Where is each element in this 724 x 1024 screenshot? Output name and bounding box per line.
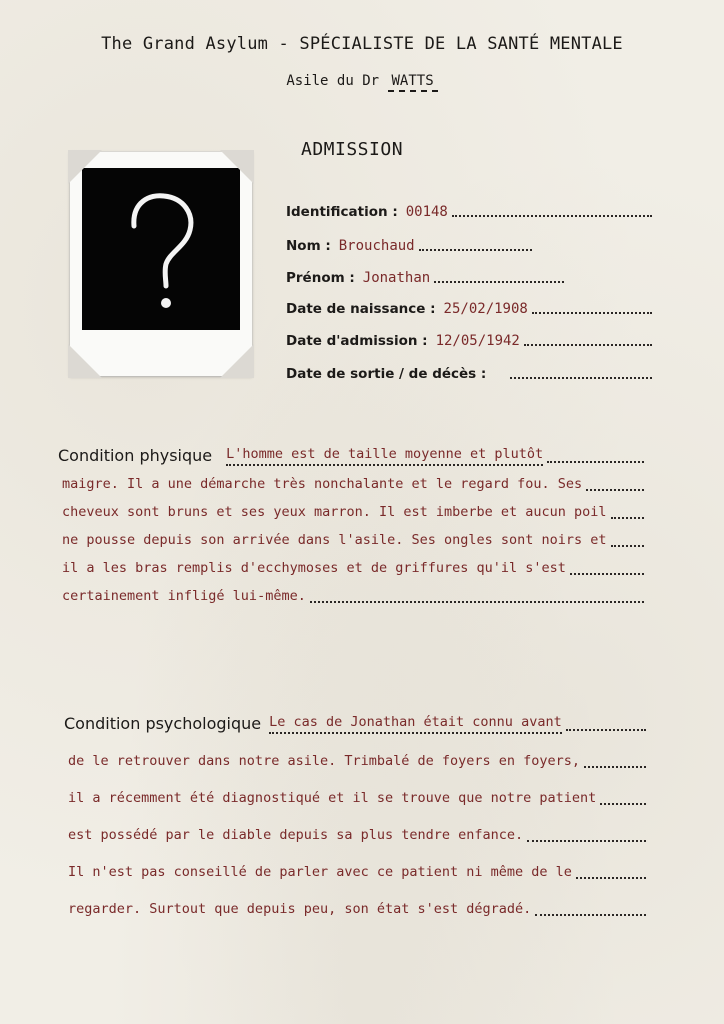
field-value: 00148 — [405, 204, 448, 220]
subtitle-prefix: Asile du Dr — [286, 73, 380, 89]
field-naissance — [286, 295, 652, 317]
photo-placeholder — [82, 168, 240, 330]
paragraph-line: ne pousse depuis son arrivée dans l'asile. Ses ongles sont noirs et — [62, 522, 644, 550]
paragraph-line: certainement infligé lui-même. — [62, 578, 644, 606]
field-label: Date de sortie / de décès : — [286, 366, 487, 382]
doctor-name: WATTS — [388, 73, 438, 92]
paragraph-line: Il n'est pas conseillé de parler avec ce patient ni même de le — [68, 845, 646, 882]
field-sortie — [286, 360, 652, 382]
paragraph-line: maigre. Il a une démarche très nonchalante et le regard fou. Ses — [62, 466, 644, 494]
admission-title: ADMISSION — [301, 139, 404, 160]
paragraph-line: cheveux sont bruns et ses yeux marron. Il est imberbe et aucun poil — [62, 494, 644, 522]
question-mark-icon — [82, 168, 240, 330]
asylum-subtitle — [0, 73, 724, 89]
paragraph-line: il a les bras remplis d'ecchymoses et de griffures qu'il s'est — [62, 550, 644, 578]
field-label: Date d'admission : — [286, 333, 428, 349]
physical-condition — [58, 438, 644, 606]
field-value: Brouchaud — [338, 238, 415, 254]
field-value: 25/02/1908 — [443, 301, 528, 317]
paragraph-line: de le retrouver dans notre asile. Trimbalé de foyers en foyers, — [68, 734, 646, 771]
photo-corner — [220, 344, 254, 378]
field-label: Nom : — [286, 238, 331, 254]
field-identification — [286, 198, 652, 220]
psychological-condition — [64, 706, 646, 919]
section-label: Condition physique — [58, 446, 213, 465]
field-label: Identification : — [286, 204, 398, 220]
field-value: Jonathan — [362, 270, 431, 286]
photo-corner — [68, 344, 102, 378]
paragraph-line: est possédé par le diable depuis sa plus tendre enfance. — [68, 808, 646, 845]
page-title: The Grand Asylum - SPÉCIALISTE DE LA SANTÉ MENTALE — [101, 34, 623, 54]
field-nom — [286, 232, 652, 254]
field-admission — [286, 327, 652, 349]
field-label: Date de naissance : — [286, 301, 436, 317]
field-value: 12/05/1942 — [435, 333, 520, 349]
paragraph-line: Condition psychologique Le cas de Jonathan était connu avant — [64, 706, 646, 734]
section-label: Condition psychologique — [64, 714, 262, 733]
paragraph-line: il a récemment été diagnostiqué et il se trouve que notre patient — [68, 771, 646, 808]
paragraph-line: Condition physique L'homme est de taille moyenne et plutôt — [58, 438, 644, 466]
field-label: Prénom : — [286, 270, 355, 286]
field-prenom — [286, 264, 652, 286]
patient-photo — [70, 152, 252, 376]
paragraph-line: regarder. Surtout que depuis peu, son état s'est dégradé. — [68, 882, 646, 919]
